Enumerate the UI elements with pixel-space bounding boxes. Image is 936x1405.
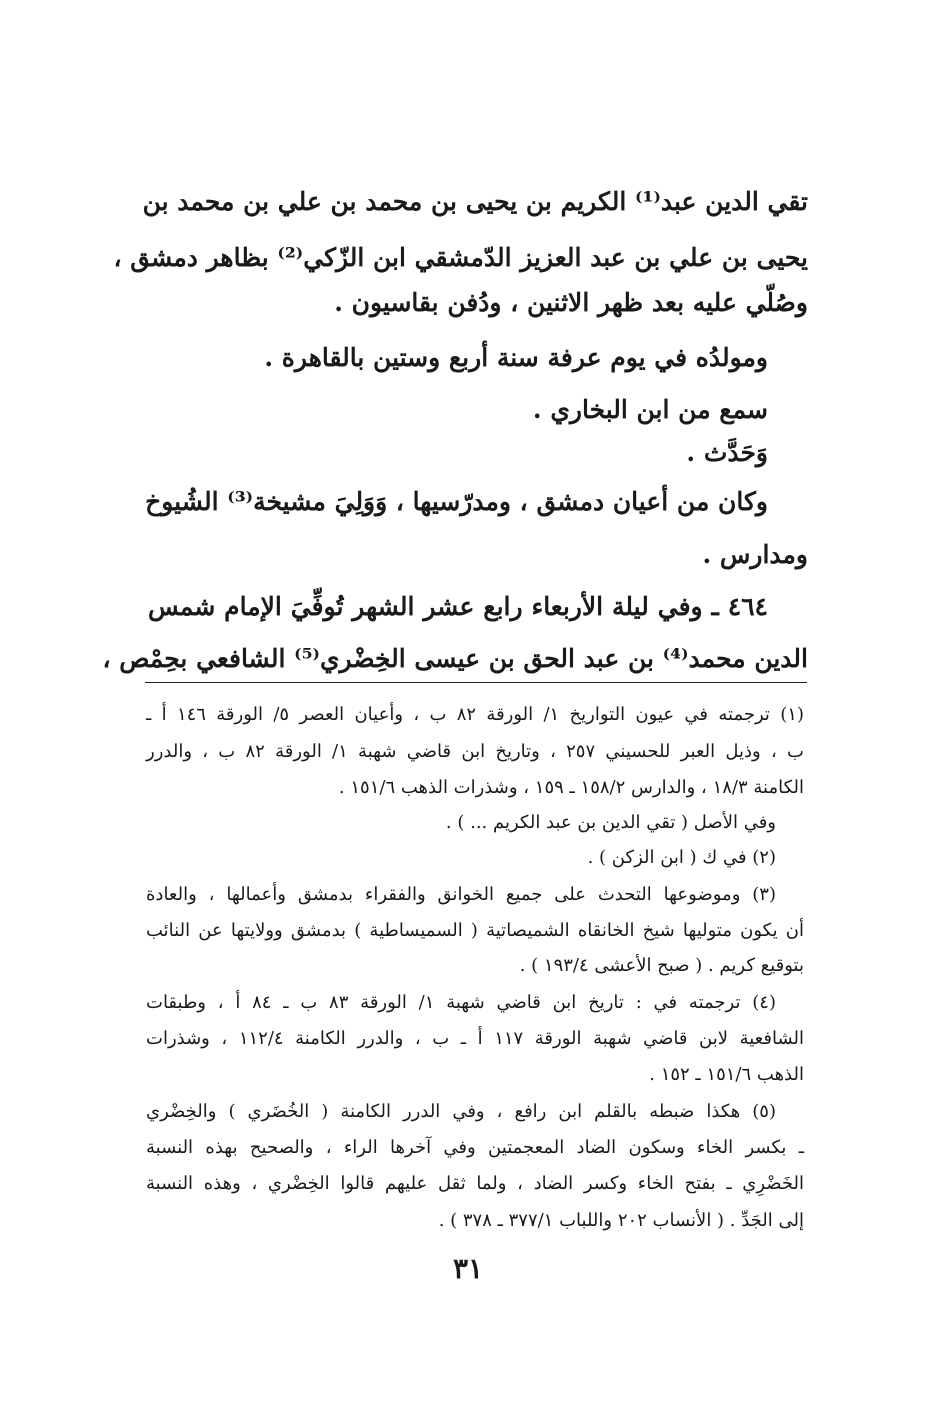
footnote-separator	[145, 682, 807, 683]
footnote-3-line-3: بتوقيع كريم . ( صبح الأعشى ١٩٣/٤ ) .	[519, 955, 804, 976]
footnote-4-line-2: الشافعية لابن قاضي شهبة الورقة ١١٧ أ ـ ب ، والدرر الكامنة ١١٢/٤ ، وشذرات	[146, 1028, 804, 1049]
main-text-line-8: ومدارس .	[702, 540, 808, 569]
page-number: ٣١	[452, 1252, 484, 1285]
footnote-1-line-2: ب ، وذيل العبر للحسيني ٢٥٧ ، وتاريخ ابن قاضي شهبة ١/ الورقة ٨٢ ب ، والدرر	[146, 741, 804, 762]
main-text-line-2: يحيى بن علي بن عبد العزيز الدّمشقي ابن الزّكي⁽²⁾ بظاهر دمشق ،	[113, 243, 808, 272]
footnote-2: (٢) في ك ( ابن الزكن ) .	[587, 847, 776, 868]
main-text-line-7: وكان من أعيان دمشق ، ومدرّسيها ، وَوَلِيَ مشيخة⁽³⁾ الشُيوخ	[145, 487, 768, 516]
main-text-line-10: الدين محمد⁽⁴⁾ بن عبد الحق بن عيسى الخِضْري⁽⁵⁾ الشافعي بحِمْص ،	[102, 644, 808, 673]
footnote-4-line-3: الذهب ١٥١/٦ ـ ١٥٢ .	[649, 1064, 804, 1085]
main-text-line-6: وَحَدَّث .	[686, 438, 768, 467]
footnote-5-line-4: إلى الجَدِّ . ( الأنساب ٢٠٢ واللباب ٣٧٧/١ ـ ٣٧٨ ) .	[438, 1210, 804, 1231]
footnote-3-line-1: (٣) وموضوعها التحدث على جميع الخوانق والفقراء بدمشق وأعمالها ، والعادة	[146, 884, 776, 905]
main-text-line-5: سمع من ابن البخاري .	[532, 395, 768, 424]
footnote-1-line-3: الكامنة ١٨/٣ ، والدارس ١٥٨/٢ ـ ١٥٩ ، وشذرات الذهب ١٥١/٦ .	[338, 777, 804, 798]
main-text-line-3: وصُلّي عليه بعد ظهر الاثنين ، ودُفن بقاسيون .	[334, 288, 808, 317]
footnote-1-line-1: (١) ترجمته في عيون التواريخ ١/ الورقة ٨٢ ب ، وأعيان العصر ٥/ الورقة ١٤٦ أ ـ	[146, 704, 804, 725]
footnote-1-line-4: وفي الأصل ( تقي الدين بن عبد الكريم ... ) .	[445, 812, 776, 833]
footnote-3-line-2: أن يكون متوليها شيخ الخانقاه الشميصاتية ( السميساطية ) بدمشق وولايتها عن النائب	[146, 920, 804, 941]
footnote-4-line-1: (٤) ترجمته في : تاريخ ابن قاضي شهبة ١/ الورقة ٨٣ ب ـ ٨٤ أ ، وطبقات	[146, 992, 776, 1013]
main-text-line-4: ومولدُه في يوم عرفة سنة أربع وستين بالقاهرة .	[264, 343, 768, 372]
footnote-5-line-3: الخَضْرِي ـ بفتح الخاء وكسر الضاد ، ولما ثقل عليهم قالوا الخِضْري ، وهذه النسبة	[146, 1173, 804, 1194]
footnote-5-line-1: (٥) هكذا ضبطه بالقلم ابن رافع ، وفي الدرر الكامنة ( الخُضَري ) والخِضْري	[146, 1101, 776, 1122]
footnote-5-line-2: ـ بكسر الخاء وسكون الضاد المعجمتين وفي آخرها الراء ، والصحيح بهذه النسبة	[146, 1137, 804, 1158]
main-text-line-9: ٤٦٤ ـ وفي ليلة الأربعاء رابع عشر الشهر تُوفِّيَ الإمام شمس	[148, 592, 768, 621]
main-text-line-1: تقي الدين عبد⁽¹⁾ الكريم بن يحيى بن محمد بن علي بن محمد بن	[142, 187, 808, 216]
